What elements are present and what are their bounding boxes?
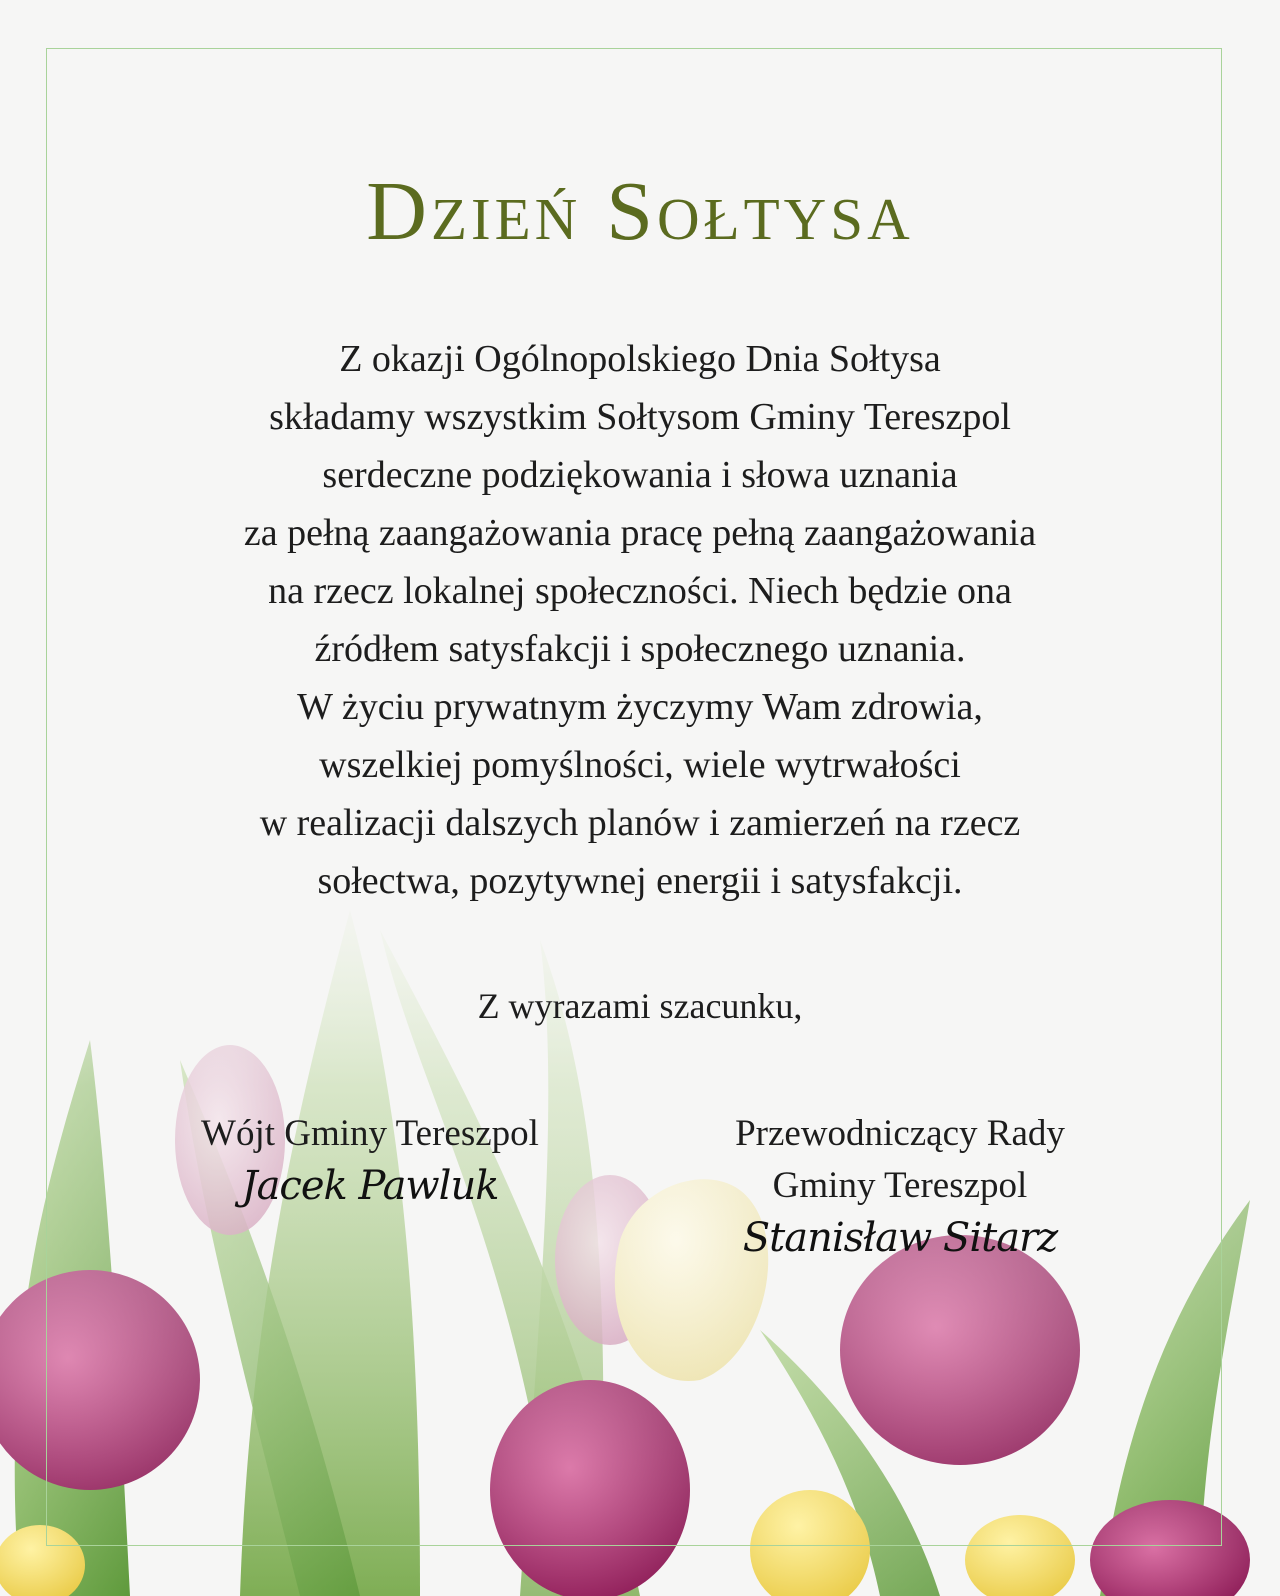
message-line: W życiu prywatnym życzymy Wam zdrowia, xyxy=(297,686,983,728)
signature-name: Jacek Pawluk xyxy=(241,1163,499,1209)
message-line: w realizacji dalszych planów i zamierzeń na rzecz xyxy=(259,802,1021,844)
message-line: wszelkiej pomyślności, wiele wytrwałości xyxy=(319,744,961,786)
signatory-left xyxy=(170,1108,570,1212)
signatory-role-line1: Przewodniczący Rady xyxy=(735,1113,1065,1154)
signatory-right xyxy=(700,1108,1100,1264)
message-line: serdeczne podziękowania i słowa uznania xyxy=(322,454,958,496)
message-line: na rzecz lokalnej społeczności. Niech będzie ona xyxy=(268,570,1012,612)
message-line: składamy wszystkim Sołtysom Gminy Tereszpol xyxy=(269,396,1011,438)
closing-phrase: Z wyrazami szacunku, xyxy=(477,986,803,1026)
greeting-message xyxy=(140,330,1140,910)
signature-name: Stanisław Sitarz xyxy=(742,1215,1058,1261)
message-line: za pełną zaangażowania pracę pełną zaangażowania xyxy=(243,512,1037,554)
message-line: Z okazji Ogólnopolskiego Dnia Sołtysa xyxy=(339,338,941,380)
signatory-role: Wójt Gminy Tereszpol xyxy=(201,1113,539,1154)
signatory-role-line2: Gminy Tereszpol xyxy=(772,1165,1028,1206)
page-title: Dzień Sołtysa xyxy=(366,165,914,258)
message-line: źródłem satysfakcji i społecznego uznania. xyxy=(314,628,966,670)
message-line: sołectwa, pozytywnej energii i satysfakcji. xyxy=(317,860,963,902)
